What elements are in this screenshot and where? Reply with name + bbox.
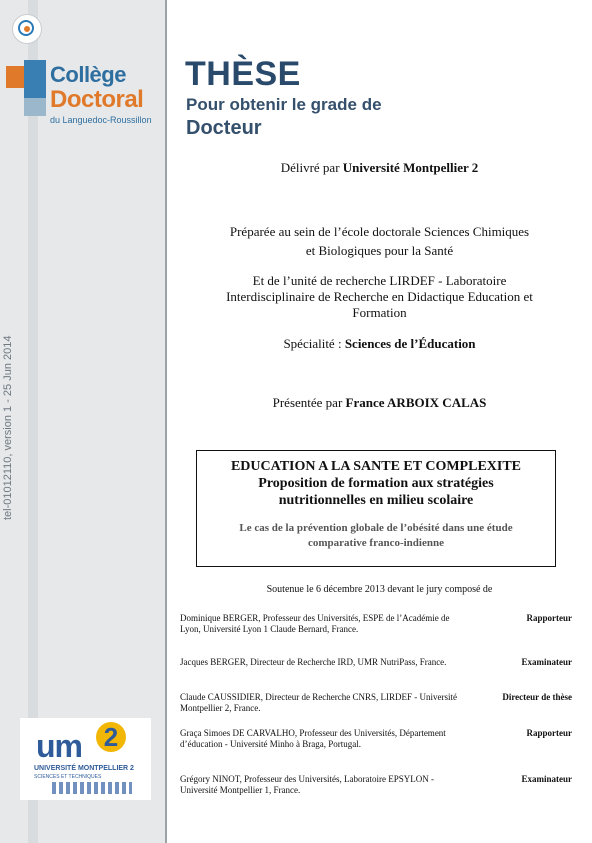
archive-id: [2, 500, 14, 520]
presenter-prefix: Présentée par: [272, 395, 346, 410]
jury-member-text: Graça Simoes DE CARVALHO, Professeur des Universités, Département d’éducation - Université Minho à Braga, Portugal.: [180, 728, 446, 749]
um2-main: um: [36, 728, 82, 764]
jury-member-role: Examinateur: [521, 774, 572, 784]
presenter-line: [167, 395, 592, 411]
logo-line3: du Languedoc-Roussillon: [50, 115, 152, 125]
emblem-icon: [12, 14, 42, 44]
um2-two: 2: [96, 722, 126, 752]
jury-member-role: Examinateur: [521, 657, 572, 667]
thesis-subtitle: Proposition de formation aux stratégies nutritionnelles en milieu scolaire: [258, 476, 494, 508]
um2-logo: [20, 718, 151, 800]
jury-member: [180, 692, 572, 714]
school-block: [167, 222, 592, 260]
jury-member: [180, 613, 572, 635]
um2-sub2: SCIENCES ET TECHNIQUES: [34, 774, 102, 780]
jury-member-text: Grégory NINOT, Professeur des Universités, Laboratoire EPSYLON - Université Montpellier 1, France.: [180, 774, 435, 795]
jury-intro: Soutenue le 6 décembre 2013 devant le jury composé de: [266, 584, 493, 595]
specialty-prefix: Spécialité :: [283, 336, 345, 351]
specialty-line: [167, 336, 592, 352]
jury-member: [180, 774, 572, 796]
jury-member-role: Directeur de thèse: [502, 692, 572, 702]
unit-line2: Interdisciplinaire de Recherche en Didactique Education et: [226, 289, 533, 304]
unit-line1: Et de l’unité de recherche LIRDEF - Laboratoire: [252, 273, 507, 288]
school-line1: Préparée au sein de l’école doctorale Sciences Chimiques: [229, 224, 530, 239]
delivery-line: [167, 160, 592, 176]
presenter-name: France ARBOIX CALAS: [345, 395, 487, 410]
jury-member-text: Claude CAUSSIDIER, Directeur de Recherche CNRS, LIRDEF - Université Montpellier 2, France.: [180, 692, 457, 713]
jury-member-text: Jacques BERGER, Directeur de Recherche IRD, UMR NutriPass, France.: [180, 657, 447, 667]
thesis-subsubtitle: Le cas de la prévention globale de l’obésité dans une étude comparative franco-indienne: [239, 522, 513, 549]
delivery-university: Université Montpellier 2: [342, 160, 479, 175]
thesis-title: EDUCATION A LA SANTE ET COMPLEXITE: [230, 459, 522, 474]
um2-decoration: [52, 782, 132, 794]
school-line2: et Biologiques pour la Santé: [305, 243, 454, 258]
thesis-subheading: Pour obtenir le grade de: [186, 95, 382, 114]
degree-heading: Docteur: [186, 117, 262, 139]
um2-sub1: UNIVERSITÉ MONTPELLIER 2: [34, 765, 134, 772]
unit-line3: Formation: [352, 305, 407, 320]
jury-member-text: Dominique BERGER, Professeur des Universités, ESPE de l’Académie de Lyon, Université Lyon 1 Claude Bernard, France.: [180, 613, 450, 634]
thesis-title-box: [196, 450, 556, 567]
sidebar-divider: [165, 0, 167, 843]
unit-block: [167, 273, 592, 321]
jury-member: [180, 728, 572, 750]
jury-member-role: Rapporteur: [526, 613, 572, 623]
delivery-prefix: Délivré par: [280, 160, 343, 175]
jury-member: [180, 657, 572, 668]
thesis-heading: THÈSE: [185, 55, 301, 93]
specialty-value: Sciences de l’Éducation: [344, 336, 476, 351]
logo-line2: Doctoral: [50, 86, 144, 113]
logo-line1: Collège: [50, 62, 126, 87]
college-doctoral-logo: [6, 60, 161, 132]
jury-member-role: Rapporteur: [526, 728, 572, 738]
